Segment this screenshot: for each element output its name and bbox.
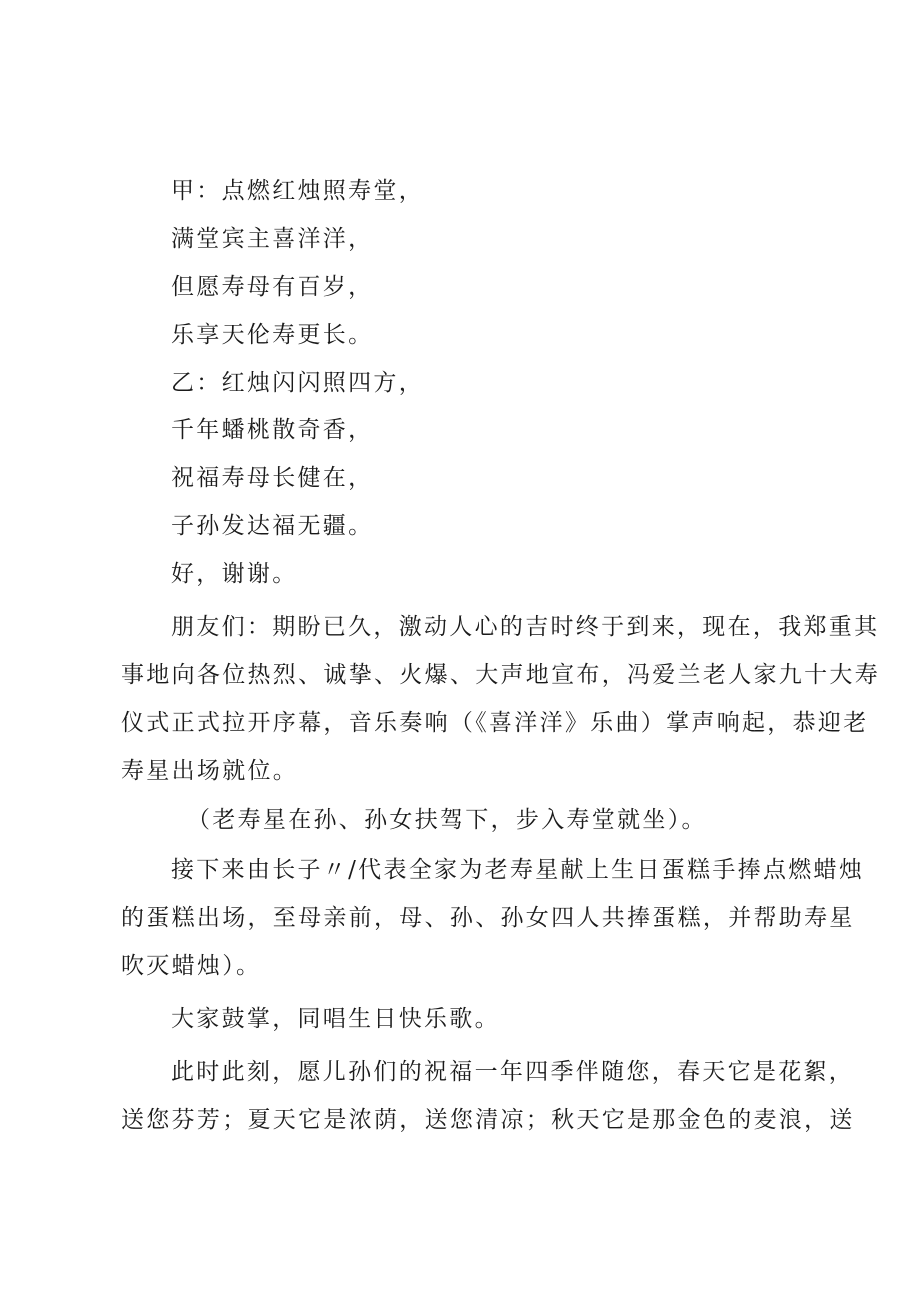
text-line: 子孙发达福无疆。 [171, 513, 374, 539]
text-line: 吹灭蜡烛）。 [121, 953, 262, 979]
text-line: 仪式正式拉开序幕，音乐奏响（《喜洋洋》乐曲）掌声响起，恭迎老 [121, 710, 869, 736]
text-line: 好，谢谢。 [171, 561, 298, 587]
text-line: 乙：红烛闪闪照四方， [171, 370, 424, 396]
text-line: 此时此刻，愿儿孙们的祝福一年四季伴随您，春天它是花絮， [171, 1059, 855, 1085]
text-line: 朋友们：期盼已久，激动人心的吉时终于到来，现在，我郑重其 [171, 614, 880, 640]
text-line: 事地向各位热烈、诚挚、火爆、大声地宣布，冯爱兰老人家九十大寿 [121, 662, 880, 688]
text-line: 接下来由长子〃/代表全家为老寿星献上生日蛋糕手捧点燃蜡烛 [171, 857, 865, 883]
text-line: 祝福寿母长健在， [171, 465, 374, 491]
text-line: 但愿寿母有百岁， [171, 274, 374, 300]
text-line: 的蛋糕出场，至母亲前，母、孙、孙女四人共捧蛋糕，并帮助寿星 [121, 905, 855, 931]
text-line: （老寿星在孙、孙女扶驾下，步入寿堂就坐）。 [187, 807, 707, 833]
text-line: 寿星出场就位。 [121, 758, 299, 784]
text-line: 大家鼓掌，同唱生日快乐歌。 [171, 1006, 500, 1032]
text-line: 甲：点燃红烛照寿堂， [171, 178, 424, 204]
text-line: 千年蟠桃散奇香， [171, 417, 374, 443]
text-line: 满堂宾主喜洋洋， [171, 226, 374, 252]
text-line: 送您芬芳；夏天它是浓荫，送您清凉；秋天它是那金色的麦浪，送 [121, 1107, 855, 1133]
text-line: 乐享天伦寿更长。 [171, 322, 374, 348]
